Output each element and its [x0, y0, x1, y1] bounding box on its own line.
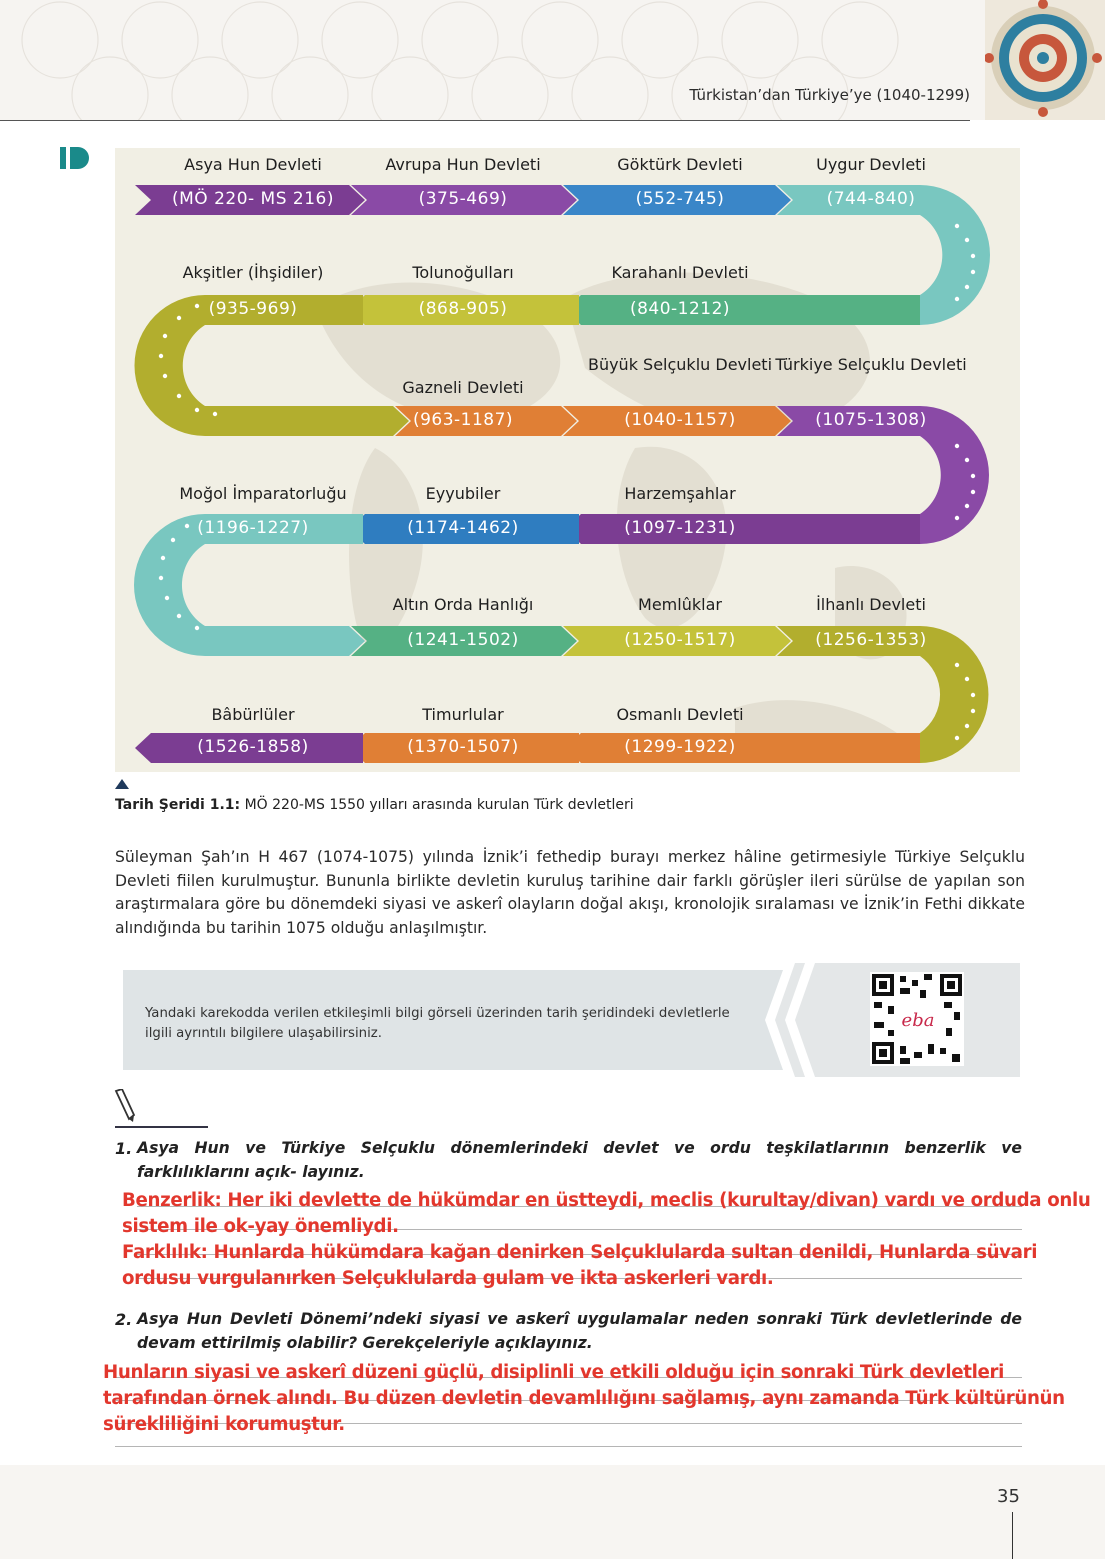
section-mark-icon — [60, 147, 94, 171]
state-name: Eyyubiler — [425, 484, 501, 503]
state-dates: (1196-1227) — [197, 518, 309, 538]
state-name: Uygur Devleti — [816, 155, 926, 174]
qr-code-icon[interactable] — [870, 972, 964, 1066]
state-name: Göktürk Devleti — [617, 155, 743, 174]
page-number: 35 — [997, 1486, 1020, 1507]
answer-text: sürekliliğini korumuştur. — [103, 1414, 345, 1435]
body-paragraph: Süleyman Şah’ın H 467 (1074-1075) yılında İznik’i fethedip burayı merkez hâline getirmesiyle Türkiye Selçuklu Devleti fiilen kurulmuştur. Bununla birlikte devletin kuruluş tarihine dair farklı görüşler ileri sürülse de yapılan son araştırmalara göre bu dönemdeki siyasi ve askerî olayların doğal akışı, kronolojik sıralaması ve İznik’in Fethi dikkate alındığında bu tarihin 1075 olduğu anlaşılmıştır. — [115, 848, 1025, 937]
state-dates: (MÖ 220- MS 216) — [171, 189, 334, 209]
question-number: 2. — [115, 1310, 133, 1329]
state-name: Akşitler (İhşidiler) — [182, 263, 324, 282]
state-name: Bâbürlüler — [211, 705, 295, 724]
header-title: Türkistan’dan Türkiye’ye (1040-1299) — [689, 86, 970, 104]
answer-text: tarafından örnek alındı. Bu düzen devletin devamlılığını sağlamış, aynı zamanda Türk kültürünün — [103, 1388, 1065, 1409]
state-name: Altın Orda Hanlığı — [392, 595, 534, 614]
state-dates: (1299-1922) — [624, 737, 736, 757]
state-name: Asya Hun Devleti — [184, 155, 322, 174]
state-name: Türkiye Selçuklu Devleti — [775, 355, 967, 374]
state-name: Karahanlı Devleti — [611, 263, 749, 282]
caption-label: Tarih Şeridi 1.1: — [115, 797, 241, 813]
state-dates: (744-840) — [826, 189, 916, 209]
state-dates: (1250-1517) — [624, 630, 736, 650]
state-name: Timurlular — [422, 705, 504, 724]
ornament-medallion-icon — [985, 0, 1105, 120]
state-dates: (963-1187) — [412, 410, 514, 430]
state-name: Osmanlı Devleti — [616, 705, 744, 724]
question-text: Asya Hun Devleti Dönemi’ndeki siyasi ve askerî uygulamalar neden sonraki Türk devletlerinde de devam ettirilmiş olabilir? Gerekçeleriyle açıklayınız. — [137, 1310, 1022, 1352]
state-name: Memlûklar — [638, 595, 722, 614]
state-name: Moğol İmparatorluğu — [179, 484, 347, 503]
eba-logo: eba — [901, 1010, 935, 1031]
state-dates: (1370-1507) — [407, 737, 519, 757]
state-dates: (552-745) — [635, 189, 725, 209]
state-name: Gazneli Devleti — [402, 378, 524, 397]
qr-info-text: Yandaki karekodda verilen etkileşimli bilgi görseli üzerinden tarih şeridindeki devletlerle ilgili ayrıntılı bilgilere ulaşabilirsiniz. — [145, 1006, 730, 1041]
figure-caption — [115, 797, 634, 813]
answer-text: Benzerlik: Her iki devlette de hükümdar en üstteydi, meclis (kurultay/divan) vardı ve orduda onlu — [122, 1190, 1091, 1211]
pencil-underline — [115, 1126, 208, 1128]
footer-background — [0, 1465, 1105, 1559]
state-dates: (375-469) — [418, 189, 508, 209]
page-number-rule — [1012, 1512, 1013, 1559]
caption-text: MÖ 220-MS 1550 yılları arasında kurulan Türk devletleri — [240, 797, 634, 813]
state-name: İlhanlı Devleti — [816, 595, 926, 614]
pencil-icon — [112, 1089, 140, 1123]
answer-line — [115, 1446, 1022, 1447]
answer-text: sistem ile ok-yay önemliydi. — [122, 1216, 399, 1237]
answer-text: Farklılık: Hunlarda hükümdara kağan denirken Selçuklularda sultan denildi, Hunlarda süvari — [122, 1242, 1038, 1263]
state-name: Büyük Selçuklu Devleti — [587, 355, 773, 374]
timeline-chart — [115, 148, 1020, 772]
band-teal-connector — [205, 626, 365, 656]
answer-text: ordusu vurgulanırken Selçuklularda gulam ve ikta askerleri vardı. — [122, 1268, 774, 1289]
state-name: Harzemşahlar — [624, 484, 736, 503]
state-dates: (1040-1157) — [624, 410, 736, 430]
state-name: Avrupa Hun Devleti — [385, 155, 541, 174]
state-dates: (1256-1353) — [815, 630, 927, 650]
state-dates: (935-969) — [208, 299, 298, 319]
question-text: Asya Hun ve Türkiye Selçuklu dönemlerindeki devlet ve ordu teşkilatlarının benzerlik ve farklılıklarını açık- layınız. — [137, 1139, 1022, 1181]
state-dates: (1526-1858) — [197, 737, 309, 757]
question-number: 1. — [115, 1139, 133, 1158]
state-dates: (1075-1308) — [815, 410, 927, 430]
state-dates: (840-1212) — [629, 299, 731, 319]
state-dates: (1241-1502) — [407, 630, 519, 650]
state-dates: (868-905) — [418, 299, 508, 319]
timeline-bands — [115, 148, 1020, 772]
state-dates: (1097-1231) — [624, 518, 736, 538]
state-dates: (1174-1462) — [407, 518, 519, 538]
state-name: Tolunoğulları — [412, 263, 514, 282]
answer-text: Hunların siyasi ve askerî düzeni güçlü, disiplinli ve etkili olduğu için sonraki Türk devletleri — [103, 1362, 1004, 1383]
header-rule — [0, 120, 970, 121]
caption-triangle-icon — [115, 779, 129, 789]
